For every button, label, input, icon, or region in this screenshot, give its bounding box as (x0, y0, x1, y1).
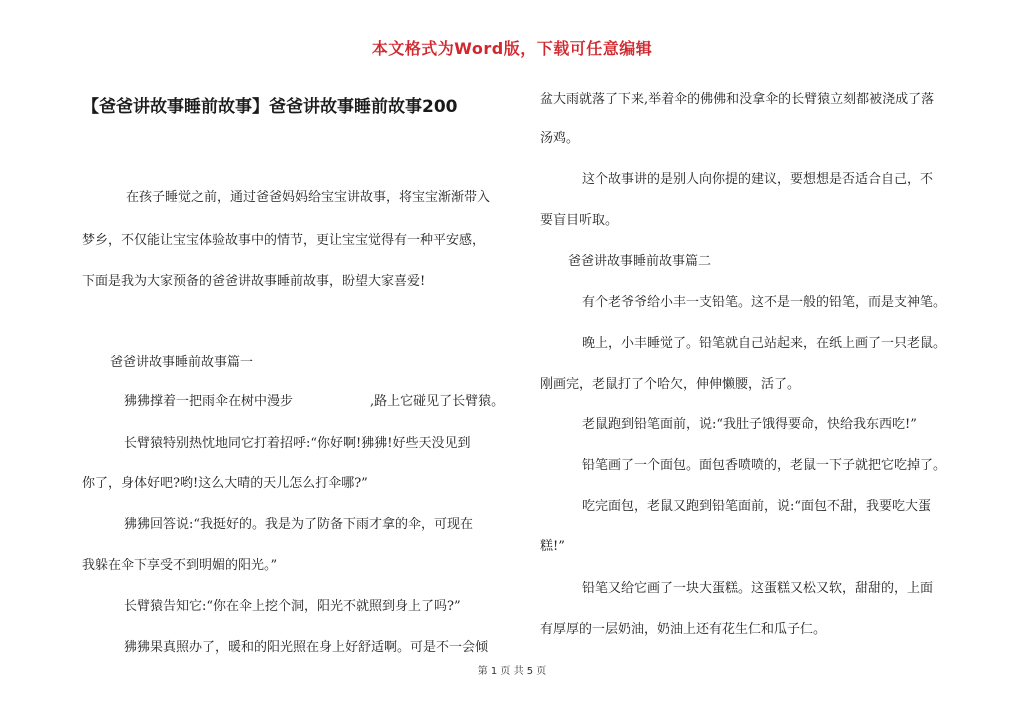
paragraph-line: 狒狒撑着一把雨伞在树中漫步 (124, 394, 294, 409)
paragraph-line: 这个故事讲的是别人向你提的建议，要想想是否适合自己，不 (582, 172, 934, 187)
paragraph-line: 铅笔又给它画了一块大蛋糕。这蛋糕又松又软，甜甜的，上面 (582, 581, 934, 596)
paragraph-line: 长臂猿特别热忱地同它打着招呼:“你好啊!狒狒!好些天没见到 (124, 436, 471, 451)
paragraph-line: 盆大雨就落了下来,举着伞的佛佛和没拿伞的长臂猿立刻都被浇成了落 (540, 92, 935, 107)
paragraph-line: 你了，身体好吧?哟!这么大晴的天儿怎么打伞哪?” (82, 476, 368, 491)
paragraph-line: 下面是我为大家预备的爸爸讲故事睡前故事，盼望大家喜爱! (82, 274, 426, 289)
paragraph-line: ,路上它碰见了长臂猿。 (370, 394, 505, 409)
paragraph-line: 老鼠跑到铅笔面前，说:“我肚子饿得要命，快给我东西吃!” (582, 417, 917, 432)
paragraph-line: 长臂猿告知它:“你在伞上挖个洞，阳光不就照到身上了吗?” (124, 599, 461, 614)
paragraph-line: 狒狒回答说:“我挺好的。我是为了防备下雨才拿的伞，可现在 (124, 517, 474, 532)
paragraph-line: 有厚厚的一层奶油，奶油上还有花生仁和瓜子仁。 (540, 622, 827, 637)
section-heading: 爸爸讲故事睡前故事篇二 (568, 254, 712, 269)
paragraph-line: 糕!” (540, 539, 565, 554)
paragraph-line: 吃完面包，老鼠又跑到铅笔面前，说:“面包不甜，我要吃大蛋 (582, 499, 932, 514)
paragraph-line: 有个老爷爷给小丰一支铅笔。这不是一般的铅笔，而是支神笔。 (582, 295, 947, 310)
paragraph-line: 我躲在伞下享受不到明媚的阳光。” (82, 558, 278, 573)
paragraph-line: 梦乡，不仅能让宝宝体验故事中的情节，更让宝宝觉得有一种平安感， (82, 233, 486, 248)
paragraph-line: 刚画完，老鼠打了个哈欠，伸伸懒腰，活了。 (540, 377, 801, 392)
paragraph-line: 要盲目听取。 (540, 213, 619, 228)
section-heading: 爸爸讲故事睡前故事篇一 (110, 355, 254, 370)
header-banner: 本文格式为Word版，下载可任意编辑 (371, 39, 653, 58)
paragraph-line: 在孩子睡觉之前，通过爸爸妈妈给宝宝讲故事，将宝宝渐渐带入 (126, 190, 491, 205)
paragraph-line: 晚上，小丰睡觉了。铅笔就自己站起来，在纸上画了一只老鼠。 (582, 336, 947, 351)
page-number: 第 1 页 共 5 页 (477, 666, 547, 677)
paragraph-line: 铅笔画了一个面包。面包香喷喷的，老鼠一下子就把它吃掉了。 (582, 458, 947, 473)
paragraph-line: 狒狒果真照办了，暖和的阳光照在身上好舒适啊。可是不一会倾 (124, 640, 489, 655)
paragraph-line: 汤鸡。 (540, 131, 580, 146)
document-title: 【爸爸讲故事睡前故事】爸爸讲故事睡前故事200 (82, 97, 458, 117)
